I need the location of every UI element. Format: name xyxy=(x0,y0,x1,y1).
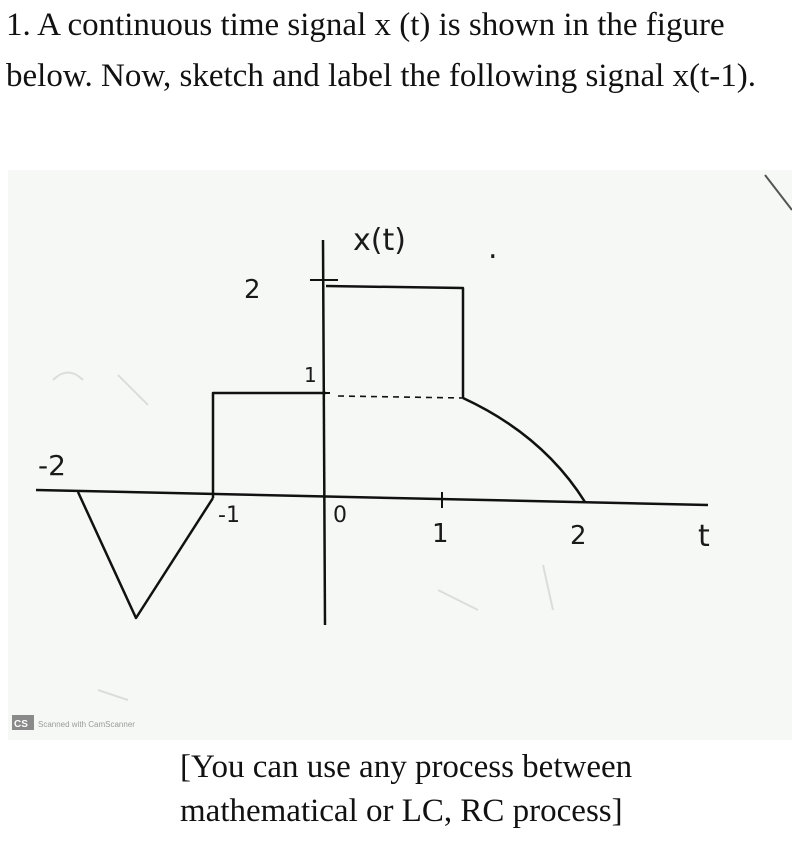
signal-plot xyxy=(8,170,792,740)
x-tick-2-label: 2 xyxy=(570,521,587,551)
x-tick-1-label: 1 xyxy=(432,519,449,549)
signal-figure xyxy=(8,170,792,740)
y-tick-1-label: 1 xyxy=(304,363,317,387)
label-dot: . xyxy=(488,231,498,266)
signal-label: x(t) xyxy=(353,223,406,258)
x-tick-0-label: 0 xyxy=(333,503,347,528)
camscanner-watermark: Scanned with CamScanner xyxy=(38,720,135,729)
camscanner-badge-text: CS xyxy=(14,719,28,730)
y-tick-2-label: 2 xyxy=(244,275,261,305)
process-note: [You can use any process between mathematical or LC, RC process] xyxy=(180,749,633,829)
question-text: 1. A continuous time signal x (t) is shown in the figure below. Now, sketch and label the following signal x(t-1). xyxy=(6,7,756,94)
x-tick-neg1-label: -1 xyxy=(218,503,240,528)
x-tick-neg2-label: -2 xyxy=(38,449,66,482)
t-axis-label: t xyxy=(698,519,710,554)
